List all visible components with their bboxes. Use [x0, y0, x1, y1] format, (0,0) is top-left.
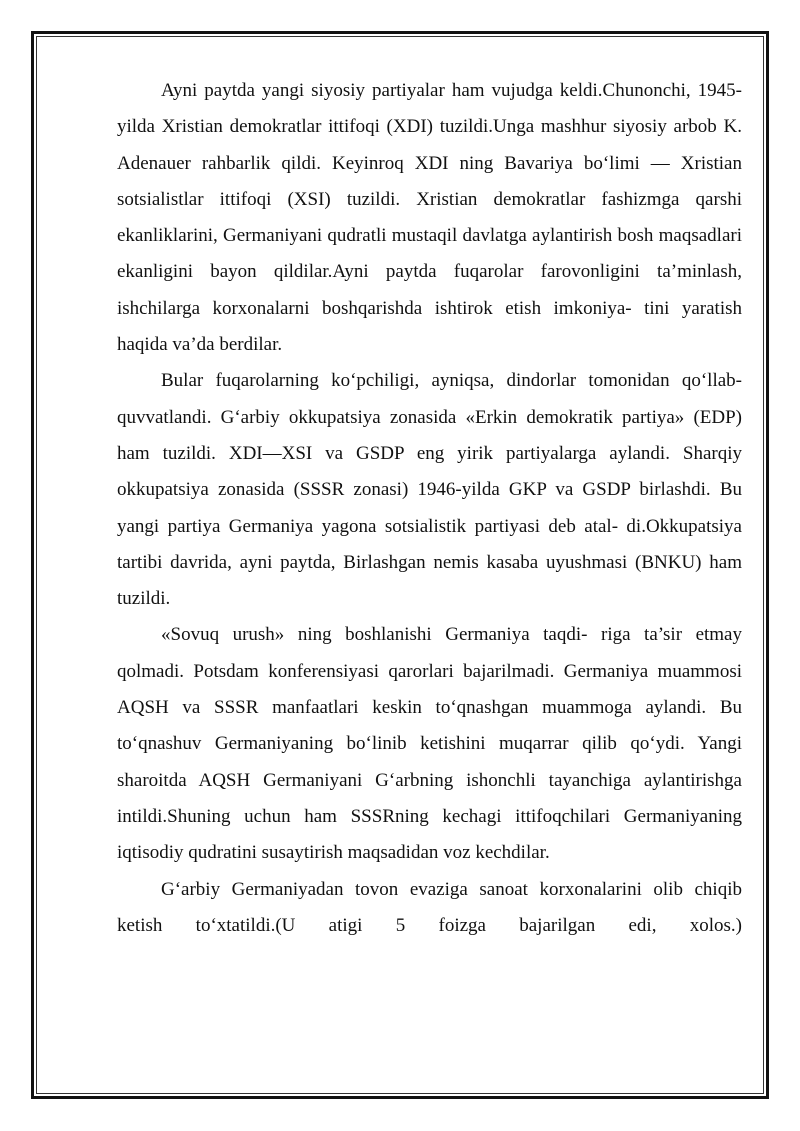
- paragraph-4: G‘arbiy Germaniyadan tovon evaziga sanoat korxonalarini olib chiqib ketish to‘xtatildi.(U atigi 5 foizga bajarilgan edi, xolos.): [117, 878, 742, 936]
- document-body: [117, 73, 742, 944]
- paragraph-2: Bular fuqarolarning ko‘pchiligi, ayniqsa, dindorlar tomonidan qo‘llab- quvvatlandi. G‘arbiy okkupatsiya zonasida «Erkin demokratik partiya» (EDP) ham tuzildi. XDI—XSI va GSDP eng yirik partiyalarga aylandi. Sharqiy okkupatsiya zonasida (SSSR zonasi) 1946-yilda GKP va GSDP birlashdi. Bu yangi partiya Germaniya yagona sotsialistik partiyasi deb atal- di.Okkupatsiya tartibi davrida, ayni paytda, Birlashgan nemis kasaba uyushmasi (BNKU) ham tuzildi.: [117, 370, 742, 610]
- paragraph-3: «Sovuq urush» ning boshlanishi Germaniya taqdi- riga ta’sir etmay qolmadi. Potsdam konferensiyasi qarorlari bajarilmadi. Germaniya muammosi AQSH va SSSR manfaatlari keskin to‘qnashgan muammoga aylandi. Bu to‘qnashuv Germaniyaning bo‘linib ketishini muqarrar qilib qo‘ydi. Yangi sharoitda AQSH Germaniyani G‘arbning ishonchli tayanchiga aylantirishga intildi.Shuning uchun ham SSSRning kechagi ittifoqchilari Germaniyaning iqtisodiy qudratini susaytirish maqsadidan voz kechdilar.: [117, 624, 742, 864]
- paragraph-1: Ayni paytda yangi siyosiy partiyalar ham vujudga keldi.Chunonchi, 1945-yilda Xristian demokratlar ittifoqi (XDI) tuzildi.Unga mashhur siyosiy arbob K. Adenauer rahbarlik qildi. Keyinroq XDI ning Bavariya bo‘limi — Xristian sotsialistlar ittifoqi (XSI) tuzildi. Xristian demokratlar fashizmga qarshi ekanliklarini, Germaniyani qudratli mustaqil davlatga aylantirish bosh maqsadlari ekanligini bayon qildilar.Ayni paytda fuqarolar farovonligini ta’minlash, ishchilarga korxonalarni boshqarishda ishtirok etish imkoniya- tini yaratish haqida va’da berdilar.: [117, 80, 742, 356]
